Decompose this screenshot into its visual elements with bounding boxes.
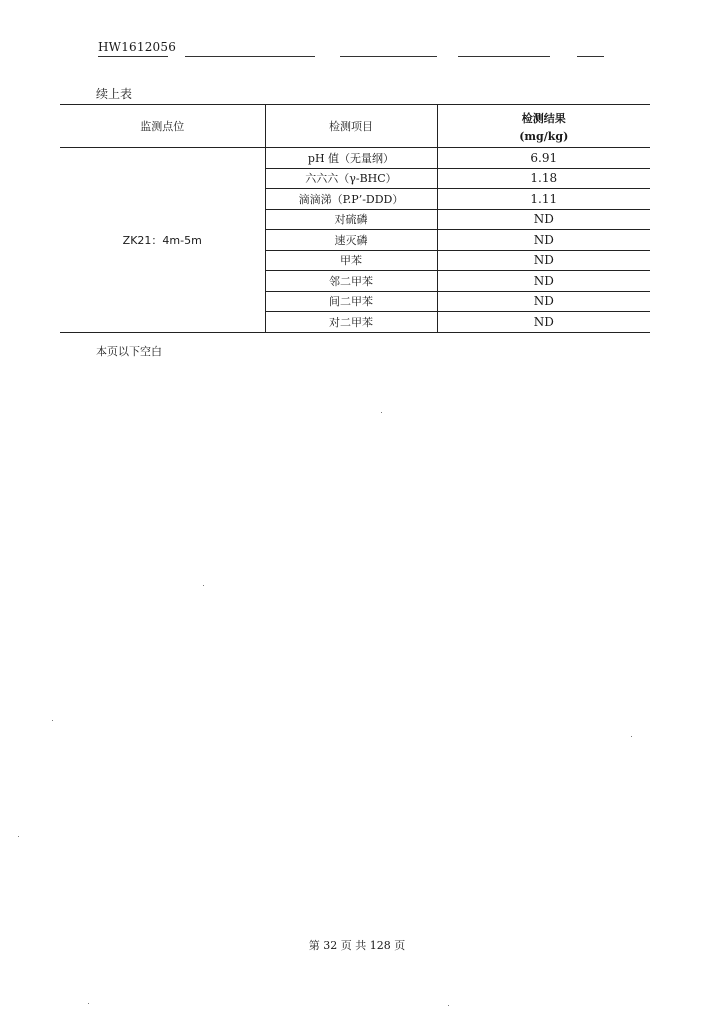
result-cell: ND (437, 230, 650, 251)
result-cell: ND (437, 312, 650, 333)
item-cell: 邻二甲苯 (265, 271, 437, 292)
scan-speck (18, 836, 19, 837)
result-cell: ND (437, 271, 650, 292)
scan-speck (381, 412, 382, 413)
site-cell: ZK21：4m-5m (60, 148, 265, 333)
scan-speck (88, 1003, 89, 1004)
result-cell: ND (437, 209, 650, 230)
item-cell: 对硫磷 (265, 209, 437, 230)
item-cell: 六六六（γ-BHC） (265, 168, 437, 189)
scan-speck (631, 736, 632, 737)
result-cell: 1.18 (437, 168, 650, 189)
scan-speck (203, 585, 204, 586)
header-rule (340, 56, 437, 57)
table-row (60, 148, 650, 169)
result-cell: 1.11 (437, 189, 650, 210)
result-cell: 6.91 (437, 148, 650, 169)
header-result-unit: (mg/kg) (519, 129, 569, 143)
item-cell: pH 值（无量纲） (265, 148, 437, 169)
item-cell: 速灭磷 (265, 230, 437, 251)
header-result (437, 105, 650, 148)
item-cell: 滴滴涕（P.P’-DDD） (265, 189, 437, 210)
header-rule (577, 56, 604, 57)
item-cell: 间二甲苯 (265, 291, 437, 312)
page-number: 第 32 页 共 128 页 (308, 939, 406, 952)
result-cell: ND (437, 291, 650, 312)
header-result-title: 检测结果 (521, 111, 566, 125)
continued-label: 续上表 (96, 87, 133, 101)
blank-below-note: 本页以下空白 (96, 345, 162, 358)
header-site: 监测点位 (60, 105, 265, 148)
header-rule (98, 56, 168, 57)
item-cell: 甲苯 (265, 250, 437, 271)
header-rule (458, 56, 550, 57)
scan-speck (448, 1005, 449, 1006)
header-item: 检测项目 (265, 105, 437, 148)
header-rule (185, 56, 315, 57)
results-table (60, 104, 650, 333)
scan-speck (52, 720, 53, 721)
result-cell: ND (437, 250, 650, 271)
table-header-row (60, 105, 650, 148)
report-code: HW1612056 (98, 40, 177, 54)
item-cell: 对二甲苯 (265, 312, 437, 333)
